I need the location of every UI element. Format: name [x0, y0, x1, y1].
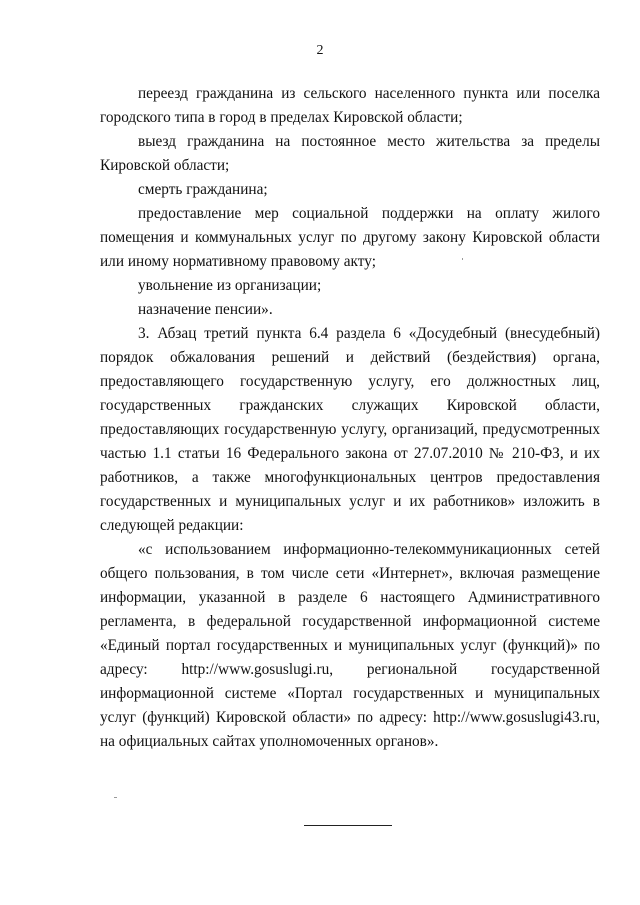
paragraph-item-3: 3. Абзац третий пункта 6.4 раздела 6 «Досудебный (внесудебный) порядок обжалования решений и действий (бездействия) органа, предоставляющего государственную услугу, его должностных лиц, государственных гражданских служащих Кировской области, предоставляющих государственную услугу, организаций, предусмотренных частью 1.1 статьи 16 Федерального закона от 27.07.2010 № 210-ФЗ, и их работников, а также многофункциональных центров предоставления государственных и муниципальных услуг и их работников» изложить в следующей редакции: [100, 325, 600, 534]
scan-speck [114, 797, 117, 798]
paragraph-pension: назначение пенсии». [138, 301, 273, 318]
paragraph-relocation: переезд гражданина из сельского населенного пункта или поселка городского типа в город в пределах Кировской области; [100, 85, 600, 126]
paragraph-departure: выезд гражданина на постоянное место жительства за пределы Кировской области; [100, 133, 600, 174]
paragraph-dismissal: увольнение из организации; [138, 277, 322, 294]
paragraph-new-wording: «с использованием информационно-телекоммуникационных сетей общего пользования, в том числе сети «Интернет», включая размещение информации, указанной в разделе 6 настоящего Административного регламента, в федеральной государственной информационной системе «Единый портал государственных и муниципальных услуг (функций)» по адресу: http://www.gosuslugi.ru, региональной государственной информационной системе «Портал государственных и муниципальных услуг (функций) Кировской области» по адресу: http://www.gosuslugi43.ru, на официальных сайтах уполномоченных органов». [100, 541, 600, 750]
scan-speck [462, 258, 463, 260]
paragraph-social-support: предоставление мер социальной поддержки на оплату жилого помещения и коммунальных услуг по другому закону Кировской области или иному нормативному правовому акту; [100, 205, 600, 270]
paragraph-death: смерть гражданина; [138, 181, 268, 198]
end-of-document-line [304, 825, 392, 826]
document-body [100, 82, 600, 754]
page-number: 2 [316, 43, 324, 58]
